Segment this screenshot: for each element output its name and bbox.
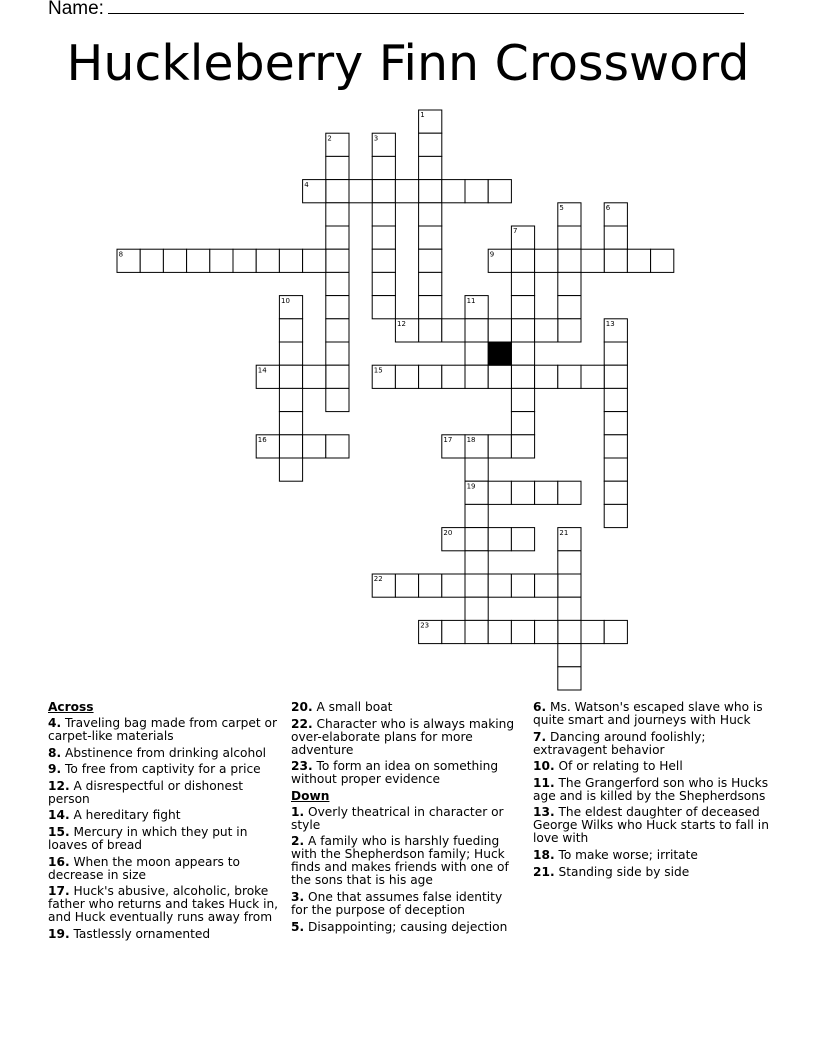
grid-cell[interactable] bbox=[326, 319, 349, 342]
grid-cell[interactable] bbox=[465, 342, 488, 365]
clue-number: 10 bbox=[281, 296, 290, 305]
grid-cell[interactable] bbox=[511, 528, 534, 551]
clue-item bbox=[291, 835, 521, 887]
clue-item bbox=[48, 885, 280, 924]
grid-cell[interactable] bbox=[465, 180, 488, 203]
grid-cell[interactable] bbox=[581, 249, 604, 272]
grid-cell[interactable] bbox=[604, 226, 627, 249]
clue-number: 3 bbox=[373, 134, 379, 143]
grid-cell[interactable] bbox=[558, 249, 581, 272]
clue-number: 15 bbox=[373, 366, 383, 375]
grid-cell[interactable] bbox=[326, 226, 349, 249]
clue-item bbox=[48, 747, 280, 760]
clue-item-number: 13. bbox=[533, 805, 555, 820]
grid-cell[interactable] bbox=[372, 226, 395, 249]
grid-cell[interactable] bbox=[511, 342, 534, 365]
grid-cell[interactable] bbox=[535, 481, 558, 504]
grid-cell[interactable] bbox=[511, 249, 534, 272]
clue-number: 18 bbox=[466, 436, 476, 444]
grid-cell[interactable] bbox=[419, 133, 442, 156]
clue-item-text: To form an idea on something without proper evidence bbox=[291, 759, 499, 787]
clue-item-text: Disappointing; causing dejection bbox=[304, 919, 508, 934]
clue-item bbox=[291, 718, 521, 757]
grid-cell[interactable] bbox=[442, 319, 465, 342]
grid-cell[interactable] bbox=[279, 388, 302, 411]
clue-item-number: 19. bbox=[48, 926, 70, 941]
grid-cell[interactable] bbox=[419, 180, 442, 203]
grid-cell[interactable] bbox=[326, 342, 349, 365]
grid-cell[interactable] bbox=[303, 365, 326, 388]
clue-item-number: 3. bbox=[291, 889, 305, 904]
grid-cell[interactable] bbox=[395, 180, 418, 203]
grid-cell[interactable] bbox=[279, 319, 302, 342]
grid-cell[interactable] bbox=[140, 249, 163, 272]
clue-item-text: To free from captivity for a price bbox=[61, 762, 261, 777]
clue-item bbox=[291, 921, 521, 934]
grid-cell[interactable] bbox=[279, 342, 302, 365]
clue-number: 7 bbox=[513, 227, 518, 236]
grid-cell[interactable] bbox=[604, 435, 627, 458]
clue-number: 6 bbox=[605, 204, 611, 212]
grid-cell[interactable] bbox=[419, 365, 442, 388]
grid-cell[interactable] bbox=[442, 620, 465, 643]
grid-cell[interactable] bbox=[511, 388, 534, 411]
clue-item bbox=[48, 856, 280, 882]
grid-cell[interactable] bbox=[465, 504, 488, 527]
clue-item-text: Ms. Watson's escaped slave who is quite smart and journeys with Huck bbox=[533, 700, 763, 727]
clue-number: 22 bbox=[373, 575, 383, 584]
grid-cell[interactable] bbox=[279, 249, 302, 272]
grid-cell[interactable] bbox=[419, 296, 442, 319]
clue-item bbox=[291, 701, 521, 714]
clue-item-number: 5. bbox=[291, 919, 305, 934]
grid-cell[interactable] bbox=[488, 481, 511, 504]
grid-cell[interactable] bbox=[558, 365, 581, 388]
clue-number: 9 bbox=[489, 250, 495, 259]
grid-cell[interactable] bbox=[465, 365, 488, 388]
clue-number: 23 bbox=[420, 621, 430, 630]
clue-item-text: To make worse; irritate bbox=[554, 847, 698, 862]
clue-item-number: 15. bbox=[48, 824, 70, 839]
grid-cell[interactable] bbox=[372, 180, 395, 203]
clue-item bbox=[48, 809, 280, 822]
clue-number: 14 bbox=[257, 366, 267, 375]
clue-item bbox=[291, 891, 521, 917]
clue-item-number: 8. bbox=[48, 745, 62, 760]
name-label: Name: bbox=[48, 0, 104, 19]
clue-item-text: The Grangerford son who is Hucks age and is killed by the Shepherdsons bbox=[533, 775, 769, 803]
grid-cell[interactable] bbox=[326, 296, 349, 319]
grid-cell[interactable] bbox=[395, 365, 418, 388]
grid-cell[interactable] bbox=[511, 319, 534, 342]
clue-item-number: 10. bbox=[533, 759, 555, 774]
grid-cell[interactable] bbox=[558, 226, 581, 249]
clue-item-number: 6. bbox=[533, 700, 547, 714]
grid-cell[interactable] bbox=[558, 620, 581, 643]
clue-item-text: Standing side by side bbox=[554, 864, 690, 879]
grid-cell[interactable] bbox=[511, 272, 534, 295]
clue-number: 12 bbox=[397, 320, 406, 328]
grid-cell[interactable] bbox=[604, 365, 627, 388]
grid-cell[interactable] bbox=[303, 249, 326, 272]
clue-item-number: 22. bbox=[291, 716, 313, 731]
clue-item-text: Traveling bag made from carpet or carpet-like materials bbox=[48, 716, 277, 743]
grid-cell[interactable] bbox=[581, 620, 604, 643]
clue-number: 21 bbox=[559, 528, 569, 537]
grid-cell[interactable] bbox=[326, 180, 349, 203]
clue-item bbox=[48, 717, 280, 743]
clue-item-number: 16. bbox=[48, 854, 70, 869]
grid-cell[interactable] bbox=[372, 203, 395, 226]
clue-item-number: 9. bbox=[48, 762, 62, 777]
grid-cell[interactable] bbox=[465, 458, 488, 481]
clue-item bbox=[48, 826, 280, 852]
grid-cell[interactable] bbox=[604, 620, 627, 643]
clue-item-text: When the moon appears to decrease in size bbox=[48, 854, 240, 882]
grid-cell[interactable] bbox=[419, 156, 442, 179]
clue-item bbox=[533, 866, 769, 879]
clue-item bbox=[533, 760, 769, 773]
grid-cell[interactable] bbox=[511, 412, 534, 435]
grid-cell[interactable] bbox=[511, 435, 534, 458]
grid-cell[interactable] bbox=[372, 156, 395, 179]
clue-item bbox=[533, 849, 769, 862]
clue-item bbox=[533, 731, 769, 757]
grid-cell[interactable] bbox=[511, 574, 534, 597]
grid-cell[interactable] bbox=[488, 180, 511, 203]
clue-item-text: One that assumes false identity for the purpose of deception bbox=[291, 889, 503, 917]
grid-cell[interactable] bbox=[419, 272, 442, 295]
grid-cell[interactable] bbox=[372, 249, 395, 272]
grid-cell[interactable] bbox=[558, 644, 581, 667]
clue-number: 5 bbox=[559, 204, 564, 212]
clue-number: 4 bbox=[304, 180, 309, 189]
clue-item-text: A hereditary fight bbox=[69, 808, 181, 823]
grid-cell[interactable] bbox=[187, 249, 210, 272]
clue-item bbox=[48, 780, 280, 806]
grid-cell[interactable] bbox=[535, 574, 558, 597]
clue-item-number: 7. bbox=[533, 729, 547, 744]
grid-cell[interactable] bbox=[558, 667, 581, 690]
clue-item-text: Of or relating to Hell bbox=[554, 759, 683, 774]
grid-cell[interactable] bbox=[419, 249, 442, 272]
grid-cell[interactable] bbox=[604, 458, 627, 481]
grid-cell[interactable] bbox=[488, 620, 511, 643]
grid-cell[interactable] bbox=[326, 272, 349, 295]
grid-cell[interactable] bbox=[279, 435, 302, 458]
grid-cell[interactable] bbox=[465, 319, 488, 342]
clue-number: 17 bbox=[443, 436, 453, 444]
grid-cell[interactable] bbox=[279, 365, 302, 388]
grid-cell[interactable] bbox=[303, 435, 326, 458]
clue-item-text: Huck's abusive, alcoholic, broke father who returns and takes Huck in, and Huck eventually runs away from bbox=[48, 884, 279, 925]
clue-item-text: Tastlessly ornamented bbox=[69, 926, 211, 941]
grid-cell[interactable] bbox=[535, 249, 558, 272]
grid-cell[interactable] bbox=[604, 388, 627, 411]
grid-cell[interactable] bbox=[488, 528, 511, 551]
clue-item-text: Abstinence from drinking alcohol bbox=[61, 745, 267, 760]
clue-item-number: 20. bbox=[291, 700, 313, 714]
grid-cell[interactable] bbox=[488, 319, 511, 342]
grid-cell[interactable] bbox=[604, 481, 627, 504]
clue-item-text: A disrespectful or dishonest person bbox=[48, 778, 244, 806]
clue-item-text: A family who is harshly fueding with the Shepherdson family; Huck finds and makes friends with one of the sons that is his age bbox=[291, 834, 509, 888]
clue-number: 16 bbox=[257, 436, 267, 444]
grid-cell[interactable] bbox=[326, 156, 349, 179]
clue-number: 20 bbox=[443, 528, 453, 537]
grid-cell[interactable] bbox=[465, 528, 488, 551]
clue-column-2 bbox=[291, 701, 521, 937]
grid-cell[interactable] bbox=[511, 365, 534, 388]
clue-item bbox=[48, 763, 280, 776]
page-title: Huckleberry Finn Crossword bbox=[66, 35, 750, 92]
clue-section-heading: Down bbox=[291, 788, 330, 803]
clue-item-text: The eldest daughter of deceased George Wilks who Huck starts to fall in love with bbox=[533, 805, 769, 846]
clue-section-heading: Across bbox=[48, 700, 94, 714]
grid-cell[interactable] bbox=[604, 412, 627, 435]
clue-item-number: 17. bbox=[48, 884, 70, 899]
clue-item-number: 4. bbox=[48, 716, 62, 730]
clue-item bbox=[48, 928, 280, 941]
grid-cell[interactable] bbox=[558, 319, 581, 342]
grid-cell[interactable] bbox=[488, 435, 511, 458]
grid-cell[interactable] bbox=[558, 296, 581, 319]
grid-cell[interactable] bbox=[326, 249, 349, 272]
grid-cell[interactable] bbox=[627, 249, 650, 272]
grid-cell[interactable] bbox=[535, 365, 558, 388]
clue-item-number: 21. bbox=[533, 864, 555, 879]
clue-item-number: 18. bbox=[533, 847, 555, 862]
grid-cell[interactable] bbox=[395, 574, 418, 597]
grid-cell[interactable] bbox=[442, 180, 465, 203]
black-cell bbox=[488, 342, 511, 365]
grid-cell[interactable] bbox=[419, 203, 442, 226]
clue-number: 2 bbox=[327, 134, 332, 143]
clue-item bbox=[533, 701, 769, 727]
clue-item-number: 14. bbox=[48, 808, 70, 823]
grid-cell[interactable] bbox=[326, 435, 349, 458]
clue-item-text: Dancing around foolishly; extravagent behavior bbox=[533, 729, 706, 757]
grid-cell[interactable] bbox=[558, 481, 581, 504]
clue-column-1 bbox=[48, 701, 280, 944]
grid-cell[interactable] bbox=[558, 574, 581, 597]
grid-cell[interactable] bbox=[535, 319, 558, 342]
grid-cell[interactable] bbox=[511, 481, 534, 504]
clue-item-number: 23. bbox=[291, 759, 313, 774]
grid-cell[interactable] bbox=[465, 574, 488, 597]
clue-number: 13 bbox=[605, 320, 615, 328]
grid-cell[interactable] bbox=[419, 574, 442, 597]
grid-cell[interactable] bbox=[604, 342, 627, 365]
grid-cell[interactable] bbox=[651, 249, 674, 272]
grid-cell[interactable] bbox=[604, 504, 627, 527]
clue-item bbox=[533, 777, 769, 803]
grid-cell[interactable] bbox=[558, 597, 581, 620]
clue-item-text: Character who is always making over-elaborate plans for more adventure bbox=[291, 716, 515, 757]
grid-cell[interactable] bbox=[465, 620, 488, 643]
grid-cell[interactable] bbox=[326, 203, 349, 226]
grid-cell[interactable] bbox=[210, 249, 233, 272]
grid-cell[interactable] bbox=[604, 249, 627, 272]
clue-item bbox=[291, 760, 521, 786]
grid-cell[interactable] bbox=[349, 180, 372, 203]
grid-cell[interactable] bbox=[558, 551, 581, 574]
clue-item-text: Overly theatrical in character or style bbox=[291, 804, 504, 832]
grid-cell[interactable] bbox=[488, 365, 511, 388]
grid-cell[interactable] bbox=[558, 272, 581, 295]
clue-item-number: 1. bbox=[291, 804, 305, 819]
grid-cell[interactable] bbox=[372, 296, 395, 319]
clue-item-number: 2. bbox=[291, 834, 305, 849]
clue-number: 8 bbox=[118, 250, 124, 259]
grid-cell[interactable] bbox=[535, 620, 558, 643]
grid-cell[interactable] bbox=[511, 296, 534, 319]
grid-cell[interactable] bbox=[465, 597, 488, 620]
grid-cell[interactable] bbox=[163, 249, 186, 272]
grid-cell[interactable] bbox=[372, 272, 395, 295]
grid-cell[interactable] bbox=[279, 458, 302, 481]
grid-cell[interactable] bbox=[256, 249, 279, 272]
grid-cell[interactable] bbox=[442, 574, 465, 597]
grid-cell[interactable] bbox=[581, 365, 604, 388]
clue-item-text: Mercury in which they put in loaves of bread bbox=[48, 824, 248, 852]
grid-cell[interactable] bbox=[511, 620, 534, 643]
clue-item-text: A small boat bbox=[312, 700, 393, 714]
clue-item-number: 12. bbox=[48, 778, 70, 793]
clue-column-3 bbox=[533, 701, 769, 882]
clue-number: 11 bbox=[466, 296, 476, 305]
grid-cell[interactable] bbox=[326, 365, 349, 388]
clue-number: 19 bbox=[466, 482, 476, 491]
grid-cell[interactable] bbox=[419, 226, 442, 249]
grid-cell[interactable] bbox=[279, 412, 302, 435]
grid-cell[interactable] bbox=[419, 319, 442, 342]
clue-item bbox=[291, 806, 521, 832]
grid-cell[interactable] bbox=[488, 574, 511, 597]
clue-item bbox=[533, 806, 769, 845]
grid-cell[interactable] bbox=[233, 249, 256, 272]
clue-item-number: 11. bbox=[533, 775, 555, 790]
grid-cell[interactable] bbox=[326, 388, 349, 411]
clue-number: 1 bbox=[420, 111, 425, 120]
grid-cell[interactable] bbox=[465, 551, 488, 574]
grid-cell[interactable] bbox=[442, 365, 465, 388]
